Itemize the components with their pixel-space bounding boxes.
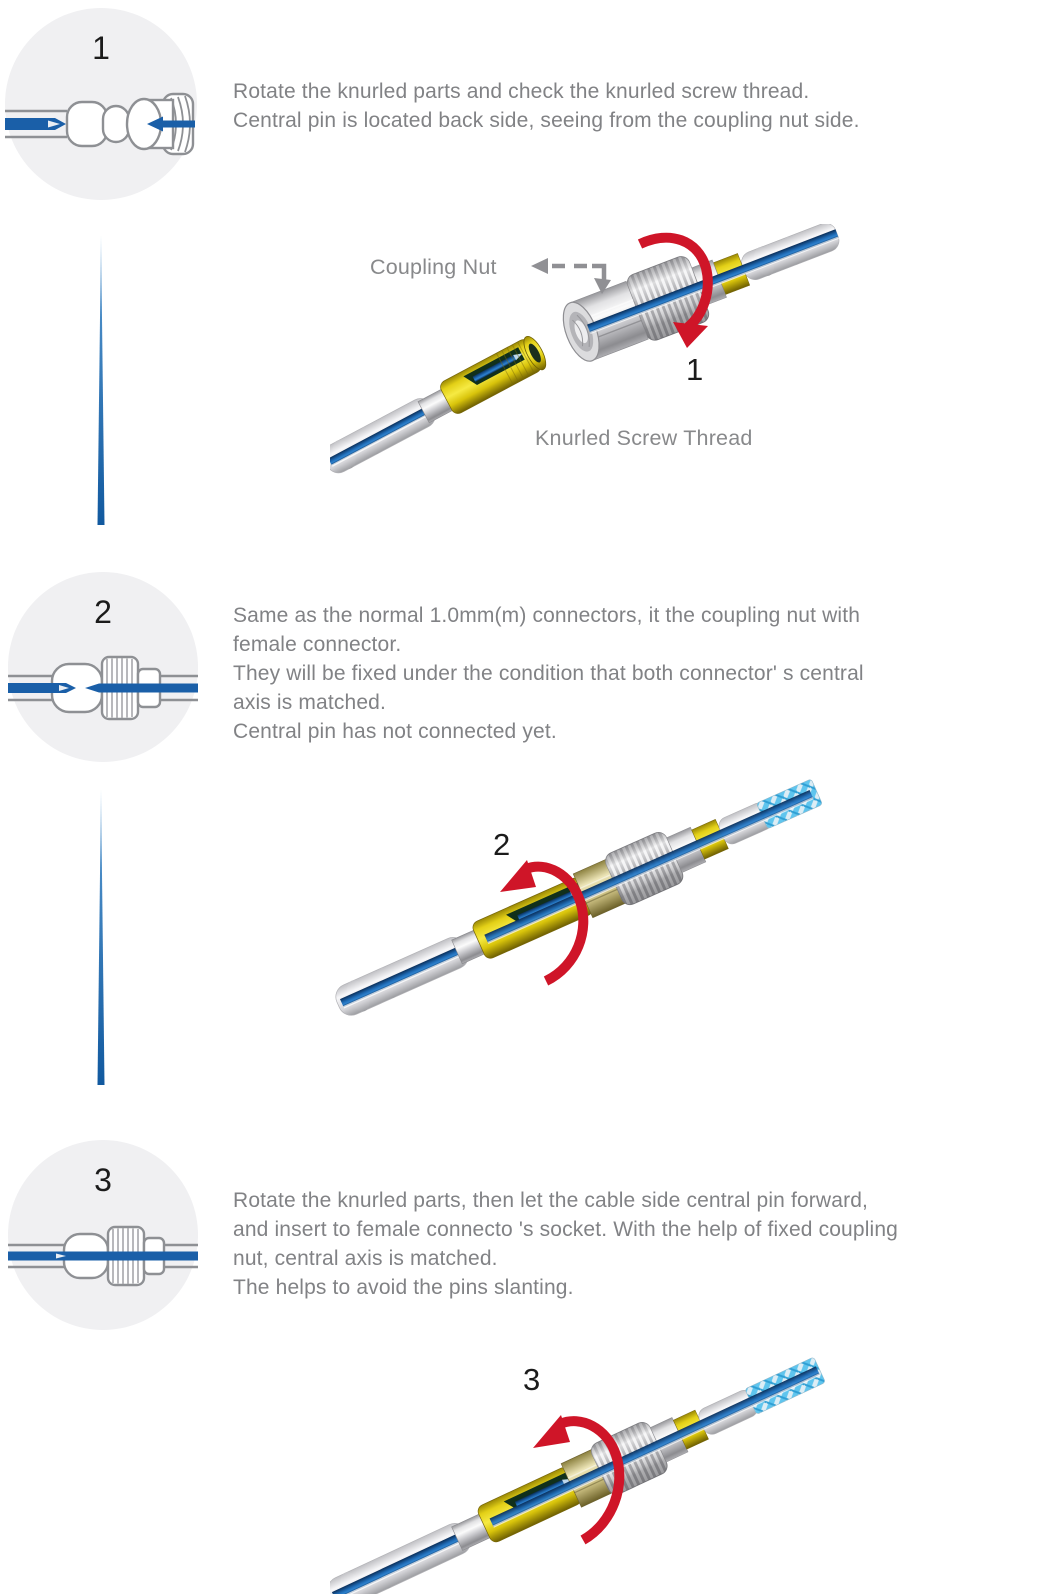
step-1-text: [233, 77, 860, 135]
step-2-text: [233, 601, 864, 746]
figure-3-step-number: 3: [523, 1362, 541, 1397]
coupling-nut-leader: [531, 258, 611, 294]
step-3-line-4: The helps to avoid the pins slanting.: [233, 1276, 574, 1299]
step-2-line-4: axis is matched.: [233, 691, 386, 714]
coupling-nut-label: Coupling Nut: [370, 255, 497, 279]
step-3-text: [233, 1186, 898, 1302]
figure-1-step-number: 1: [686, 352, 704, 387]
step-3-line-2: and insert to female connecto 's socket. With the help of fixed coupling: [233, 1218, 899, 1241]
step-2-badge: [8, 572, 198, 762]
figure-2-step-number: 2: [493, 827, 511, 862]
figure-2: [330, 758, 840, 1016]
step-2-line-1: Same as the normal 1.0mm(m) connectors, it the coupling nut with: [233, 604, 861, 627]
step-1-line-1: Rotate the knurled parts and check the knurled screw thread.: [233, 80, 810, 103]
step-connector-line-1: [92, 232, 110, 528]
step-2-badge-illustration: [8, 572, 198, 762]
step-3-badge-illustration: [8, 1140, 198, 1330]
knurled-screw-thread-label: Knurled Screw Thread: [535, 426, 753, 450]
step-connector-line-2: [92, 786, 110, 1088]
step-3-badge: [8, 1140, 198, 1330]
step-1-line-2: Central pin is located back side, seeing from the coupling nut side.: [233, 109, 860, 132]
step-2-badge-number: 2: [94, 594, 112, 630]
step-3-line-3: nut, central axis is matched.: [233, 1247, 498, 1270]
female-connector-illustration: [330, 333, 550, 474]
step-3-badge-number: 3: [94, 1162, 112, 1198]
figure-1: [330, 224, 850, 474]
step-1-badge-illustration: [5, 8, 197, 200]
step-1-badge: [5, 8, 197, 200]
step-2-line-5: Central pin has not connected yet.: [233, 720, 557, 743]
right-connector-outline: [127, 94, 195, 154]
step-1-badge-number: 1: [92, 30, 110, 66]
connected-cable-illustration: [330, 1344, 831, 1594]
figure-3: [330, 1315, 850, 1594]
step-2-line-2: female connector.: [233, 633, 402, 656]
step-3-line-1: Rotate the knurled parts, then let the cable side central pin forward,: [233, 1189, 869, 1212]
step-2-line-3: They will be fixed under the condition that both connector' s central: [233, 662, 864, 685]
